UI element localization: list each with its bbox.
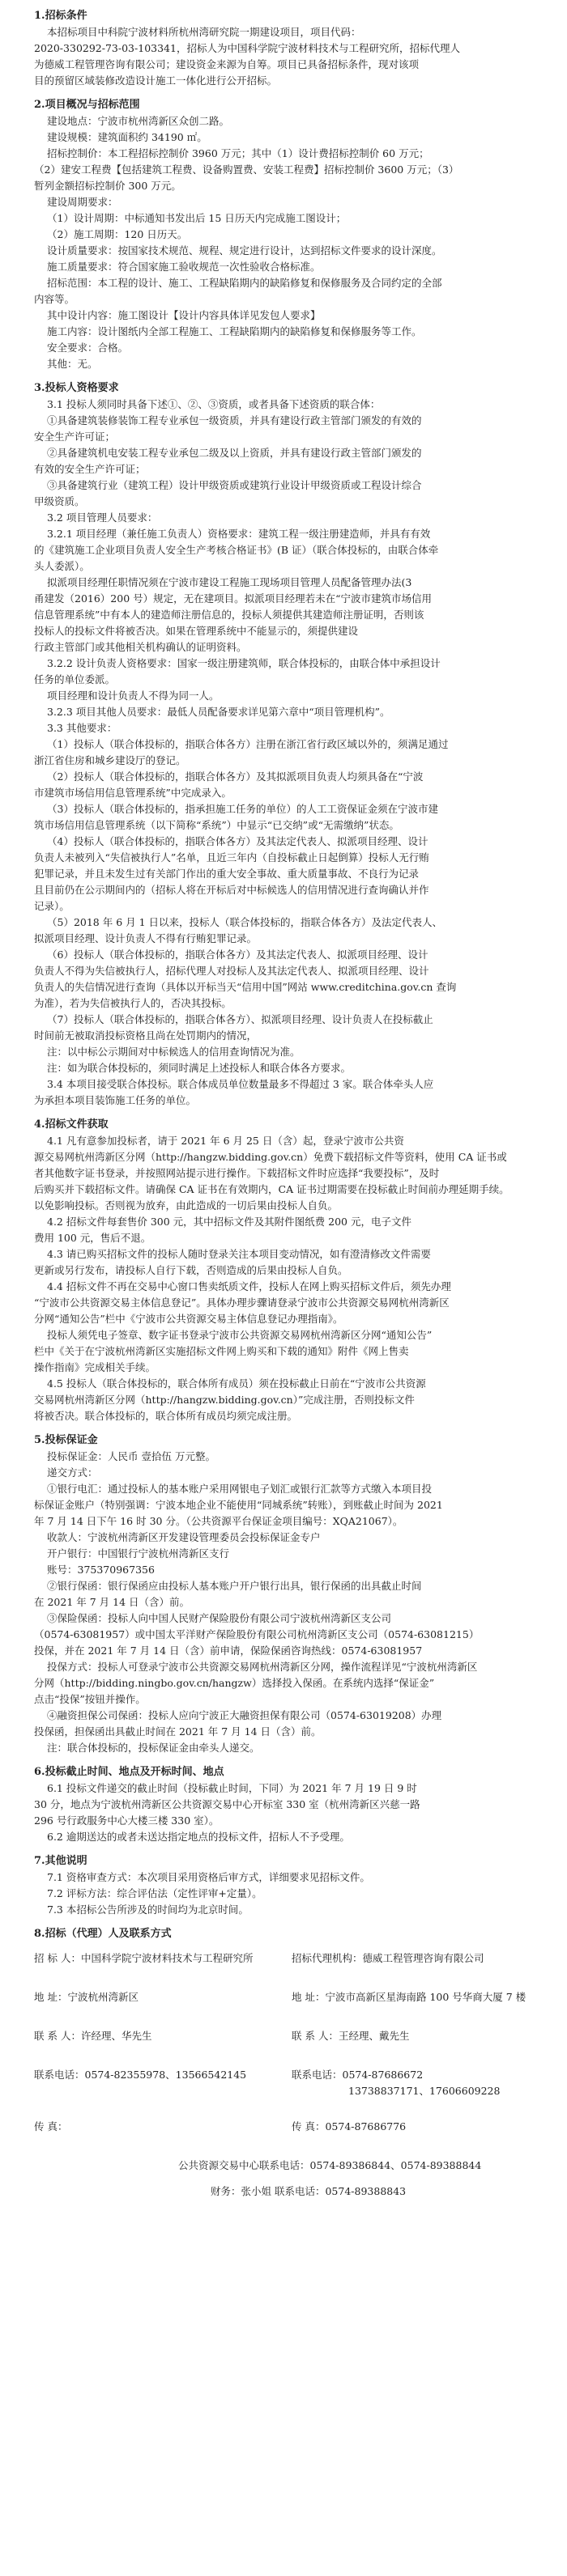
paragraph-line: 3.4 本项目接受联合体投标。联合体成员单位数量最多不得超过 3 家。联合体牵头人应 — [47, 1078, 434, 1090]
paragraph-line: 且目前仍在公示期间内的（招标人将在开标后对中标候选人的信用情况进行查询确认并作 — [34, 884, 429, 896]
paragraph-line: 浙江省住房和城乡建设厅的登记。 — [34, 754, 186, 766]
paragraph-line: 开户银行：中国银行宁波杭州湾新区支行 — [47, 1547, 230, 1560]
paragraph-line: 7.2 评标方法：综合评估法（定性评审+定量）。 — [47, 1887, 262, 1899]
paragraph-line: 投保函，担保函出具截止时间在 2021 年 7 月 14 日（含）前。 — [34, 1725, 322, 1738]
paragraph-line: 2020-330292-73-03-103341，招标人为中国科学院宁波材料技术与工程研究所，招标代理人 — [34, 42, 460, 54]
paragraph-line: 安全生产许可证； — [34, 431, 116, 443]
paragraph-line: ④融资担保公司保函：投标人应向宁波正大融资担保有限公司（0574-63019208）办理 — [47, 1709, 442, 1721]
paragraph-line: 注：如为联合体投标的，须同时满足上述投标人和联合体各方要求。 — [47, 1062, 352, 1074]
paragraph-line: 在 2021 年 7 月 14 日（含）前。 — [34, 1596, 190, 1608]
paragraph-line: 标保证金账户（特别强调：宁波本地企业不能使用“同城系统”转账），到账截止时间为 2021 — [34, 1499, 443, 1511]
paragraph-line: 安全要求：合格。 — [47, 342, 129, 354]
paragraph-line: ①具备建筑装修装饰工程专业承包一级资质，并具有建设行政主管部门颁发的有效的 — [47, 414, 422, 427]
paragraph-line: 其中设计内容：施工图设计【设计内容具体详见发包人要求】 — [47, 309, 321, 321]
paragraph-line: 分网“通知公告”栏中《宁波市公共资源交易主体信息登记办理指南》。 — [34, 1313, 343, 1325]
paragraph-line: 招标范围：本工程的设计、施工、工程缺陷期内的缺陷修复和保修服务及合同约定的全部 — [47, 277, 442, 289]
paragraph-line: 内容等。 — [34, 293, 75, 305]
paragraph-line: 3.3 其他要求： — [47, 722, 117, 734]
paragraph-line: 7.3 本招标公告所涉及的时间均为北京时间。 — [47, 1903, 249, 1916]
paragraph-line: 头人委派）。 — [34, 560, 90, 572]
paragraph-line: 注：联合体投标的，投标保证金由牵头人递交。 — [47, 1742, 260, 1754]
paragraph-line: 为德威工程管理咨询有限公司；建设资金来源为自筹。项目已具备招标条件，现对该项 — [34, 58, 420, 70]
paragraph-line: 更新或另行发布，请投标人自行下载，否则造成的后果由投标人自负。 — [34, 1264, 348, 1276]
paragraph-line: 负责人未被列入“失信被执行人”名单，且近三年内（自投标截止日起倒算）投标人无行贿 — [34, 851, 429, 864]
paragraph-line: 4.5 投标人（联合体投标的，联合体所有成员）须在投标截止日前在“宁波市公共资源 — [47, 1377, 426, 1390]
paragraph-line: （7）投标人（联合体投标的，指联合体各方）、拟派项目经理、设计负责人在投标截止 — [47, 1013, 433, 1025]
paragraph-line: ①银行电汇：通过投标人的基本账户采用网银电子划汇或银行汇款等方式缴入本项目投 — [47, 1483, 433, 1495]
paragraph-line: 建设规模：建筑面积约 34190 ㎡。 — [47, 131, 207, 143]
contact-right-line: 13738837171、17606609228 — [348, 2085, 501, 2097]
paragraph-line: 30 分，地点为宁波杭州湾新区公共资源交易中心开标室 330 室（杭州湾新区兴慈一路 — [34, 1798, 420, 1810]
paragraph-line: 投标保证金：人民币 壹拾伍 万元整。 — [47, 1450, 215, 1462]
paragraph-line: 交易网杭州湾新区分网（http://hangzw.bidding.gov.cn）”完成注册，否则投标文件 — [34, 1394, 415, 1406]
paragraph-line: 3.1 投标人须同时具备下述①、②、③资质，或者具备下述资质的联合体： — [47, 398, 381, 410]
paragraph-line: 负责人的失信情况进行查询（具体以开标当天“信用中国”网站 www.creditchina.gov.cn 查询 — [34, 981, 457, 993]
contact-right-line: 招标代理机构：德威工程管理咨询有限公司 — [292, 1952, 484, 1964]
paragraph-line: 负责人不得为失信被执行人，招标代理人对投标人及其法定代表人、拟派项目经理、设计 — [34, 965, 429, 977]
paragraph-line: 操作指南》完成相关手续。 — [34, 1361, 156, 1373]
paragraph-line: （6）投标人（联合体投标的，指联合体各方）及其法定代表人、拟派项目经理、设计 — [47, 948, 428, 961]
contact-footer-line: 财务：张小姐 联系电话：0574-89388843 — [211, 2185, 407, 2197]
paragraph-line: ③具备建筑行业（建筑工程）设计甲级资质或建筑行业设计甲级资质或工程设计综合 — [47, 479, 422, 491]
section-4-title: 4.招标文件获取 — [34, 1118, 109, 1131]
paragraph-line: （2）建安工程费【包括建筑工程费、设备购置费、安装工程费】招标控制价 3600 万元；（3） — [34, 163, 459, 176]
paragraph-line: 建设周期要求： — [47, 196, 118, 208]
paragraph-line: 犯罪记录，并且未发生过有关部门作出的重大安全事故、重大质量事故、不良行为记录 — [34, 868, 420, 880]
paragraph-line: （3）投标人（联合体投标的，指承担施工任务的单位）的人工工资保证金须在宁波市建 — [47, 803, 438, 815]
section-3-title: 3.投标人资格要求 — [34, 382, 119, 394]
paragraph-line: 投保，并在 2021 年 7 月 14 日（含）前申请，保险保函咨询热线：0574-63081957 — [34, 1644, 423, 1657]
contact-right-line: 联系电话：0574-87686672 — [292, 2069, 424, 2081]
paragraph-line: 筑市场信用信息管理系统（以下简称“系统”）中显示“已交纳”或“无需缴纳”状态。 — [34, 819, 399, 831]
paragraph-line: 建设地点：宁波市杭州湾新区众创二路。 — [47, 115, 230, 127]
paragraph-line: 4.4 招标文件不再在交易中心窗口售卖纸质文件，投标人在网上购买招标文件后，须先办理 — [47, 1280, 451, 1292]
paragraph-line: 行政主管部门或其他相关机构确认的证明资料。 — [34, 641, 247, 653]
paragraph-line: 目的预留区域装修改造设计施工一体化进行公开招标。 — [34, 74, 278, 87]
contact-right-line: 联 系 人：王经理、戴先生 — [292, 2030, 410, 2042]
paragraph-line: 递交方式： — [47, 1466, 98, 1479]
paragraph-line: 施工内容：设计图纸内全部工程施工、工程缺陷期内的缺陷修复和保修服务等工作。 — [47, 325, 422, 337]
contact-left-line: 联 系 人：许经理、华先生 — [34, 2030, 152, 2042]
paragraph-line: 投标人须凭电子签章、数字证书登录宁波市公共资源交易网杭州湾新区分网“通知公告” — [47, 1329, 433, 1341]
contact-left-line: 联系电话：0574-82355978、13566542145 — [34, 2069, 247, 2081]
paragraph-line: （1）投标人（联合体投标的，指联合体各方）注册在浙江省行政区域以外的，须满足通过 — [47, 738, 449, 750]
section-5-title: 5.投标保证金 — [34, 1434, 98, 1446]
paragraph-line: ③保险保函：投标人向中国人民财产保险股份有限公司宁波杭州湾新区支公司 — [47, 1612, 392, 1624]
section-6-title: 6.投标截止时间、地点及开标时间、地点 — [34, 1766, 224, 1778]
section-2-title: 2.项目概况与招标范围 — [34, 99, 140, 111]
paragraph-line: “宁波市公共资源交易主体信息登记”。具体办理步骤请登录宁波市公共资源交易网杭州湾新区 — [34, 1296, 450, 1309]
paragraph-line: 4.2 招标文件每套售价 300 元，其中招标文件及其附件图纸费 200 元，电子文件 — [47, 1216, 411, 1228]
paragraph-line: 源交易网杭州湾新区分网（http://hangzw.bidding.gov.cn）免费下载招标文件等资料，使用 CA 证书或 — [34, 1151, 507, 1163]
paragraph-line: 为承担本项目装饰施工任务的单位。 — [34, 1094, 197, 1106]
paragraph-line: （4）投标人（联合体投标的，指联合体各方）及其法定代表人、拟派项目经理、设计 — [47, 835, 428, 847]
paragraph-line: 招标控制价：本工程招标控制价 3960 万元；其中（1）设计费招标控制价 60 万元； — [47, 147, 429, 159]
paragraph-line: 投保方式：投标人可登录宁波市公共资源交易网杭州湾新区分网，操作流程详见“宁波杭州湾新区 — [47, 1661, 478, 1673]
contact-right-line: 地 址：宁波市高新区星海南路 100 号华商大厦 7 楼 — [292, 1991, 526, 2003]
paragraph-line: 市建筑市场信用信息管理系统”中完成录入。 — [34, 787, 232, 799]
paragraph-line: 3.2 项目管理人员要求： — [47, 511, 158, 524]
paragraph-line: 设计质量要求：按国家技术规范、规程、规定进行设计，达到招标文件要求的设计深度。 — [47, 244, 442, 257]
paragraph-line: ②银行保函：银行保函应由投标人基本账户开户银行出具，银行保函的出具截止时间 — [47, 1580, 422, 1592]
paragraph-line: 费用 100 元，售后不退。 — [34, 1232, 151, 1244]
paragraph-line: 拟派项目经理、设计负责人不得有行贿犯罪记录。 — [34, 932, 258, 944]
paragraph-line: 4.1 凡有意参加投标者，请于 2021 年 6 月 25 日（含）起，登录宁波市公共资 — [47, 1135, 404, 1147]
paragraph-line: 7.1 资格审查方式：本次项目采用资格后审方式，详细要求见招标文件。 — [47, 1871, 370, 1883]
paragraph-line: 甬建发（2016）200 号）规定，无在建项目。拟派项目经理若未在“宁波市建筑市场信用 — [34, 592, 433, 605]
paragraph-line: 时间前无被取消投标资格且尚在处罚期内的情况， — [34, 1029, 258, 1042]
paragraph-line: 点击“投保”按钮并操作。 — [34, 1693, 146, 1705]
paragraph-line: 3.2.2 设计负责人资格要求：国家一级注册建筑师，联合体投标的，由联合体中承担设计 — [47, 657, 441, 669]
section-8-title: 8.招标（代理）人及联系方式 — [34, 1928, 172, 1940]
paragraph-line: 后购买并下载招标文件。请确保 CA 证书在有效期内，CA 证书过期需要在投标截止时间前办理延期手续。 — [34, 1183, 509, 1195]
paragraph-line: 施工质量要求：符合国家施工验收规范一次性验收合格标准。 — [47, 261, 321, 273]
section-7-title: 7.其他说明 — [34, 1855, 87, 1867]
paragraph-line: 296 号行政服务中心大楼三楼 330 室）。 — [34, 1814, 220, 1827]
paragraph-line: 信息管理系统”中有本人的建造师注册信息的，投标人须提供其建造师注册证明，否则该 — [34, 609, 424, 621]
paragraph-line: 3.2.1 项目经理（兼任施工负责人）资格要求：建筑工程一级注册建造师，并具有有效 — [47, 528, 431, 540]
contact-footer-line: 公共资源交易中心联系电话：0574-89386844、0574-89388844 — [178, 2159, 482, 2171]
paragraph-line: （0574-63081957）或中国太平洋财产保险股份有限公司杭州湾新区支公司（0574-63081215） — [34, 1628, 480, 1640]
paragraph-line: 任务的单位委派。 — [34, 673, 116, 685]
paragraph-line: （2）投标人（联合体投标的，指联合体各方）及其拟派项目负责人均须具备在“宁波 — [47, 770, 424, 783]
paragraph-line: （2）施工周期：120 日历天。 — [47, 228, 188, 240]
paragraph-line: 有效的安全生产许可证； — [34, 463, 146, 475]
section-1-title: 1.招标条件 — [34, 10, 87, 22]
paragraph-line: 注：以中标公示期间对中标候选人的信用查询情况为准。 — [47, 1046, 301, 1058]
paragraph-line: 投标人的投标文件将被否决。如果在管理系统中不能显示的，须提供建设 — [34, 625, 359, 637]
paragraph-line: 账号：375370967356 — [47, 1564, 155, 1576]
paragraph-line: 拟派项目经理任职情况须在宁波市建设工程施工现场项目管理人员配备管理办法(3 — [47, 576, 412, 588]
contact-right-line: 传 真：0574-87686776 — [292, 2120, 407, 2133]
paragraph-line: 以免影响投标。否则视为放弃，由此造成的一切后果由投标人自负。 — [34, 1199, 339, 1212]
paragraph-line: 暂列金额招标控制价 300 万元。 — [34, 180, 181, 192]
paragraph-line: 本招标项目中科院宁波材料所杭州湾研究院一期建设项目，项目代码： — [47, 26, 361, 38]
paragraph-line: 将被否决。联合体投标的，联合体所有成员均须完成注册。 — [34, 1410, 298, 1422]
paragraph-line: 记录）。 — [34, 900, 70, 912]
paragraph-line: 收款人：宁波杭州湾新区开发建设管理委员会投标保证金专户 — [47, 1531, 321, 1543]
paragraph-line: （1）设计周期：中标通知书发出后 15 日历天内完成施工图设计； — [47, 212, 347, 224]
paragraph-line: 甲级资质。 — [34, 495, 85, 507]
paragraph-line: （5）2018 年 6 月 1 日以来，投标人（联合体投标的，指联合体各方）及法定代表人、 — [47, 916, 443, 928]
paragraph-line: 栏中《关于在宁波杭州湾新区实施招标文件网上购买和下载的通知》附件《网上售卖 — [34, 1345, 409, 1357]
contact-left-line: 招 标 人：中国科学院宁波材料技术与工程研究所 — [34, 1952, 254, 1964]
paragraph-line: 6.2 逾期送达的或者未送达指定地点的投标文件，招标人不予受理。 — [47, 1831, 350, 1843]
contact-left-line: 地 址：宁波杭州湾新区 — [34, 1991, 139, 2003]
paragraph-line: 6.1 投标文件递交的截止时间（投标截止时间，下同）为 2021 年 7 月 19 日 9 时 — [47, 1782, 417, 1794]
paragraph-line: 其他：无。 — [47, 358, 98, 370]
paragraph-line: 4.3 请已购买招标文件的投标人随时登录关注本项目变动情况，如有澄清修改文件需要 — [47, 1248, 431, 1260]
paragraph-line: ②具备建筑机电安装工程专业承包二级及以上资质，并具有建设行政主管部门颁发的 — [47, 447, 422, 459]
contact-left-line: 传 真： — [34, 2120, 68, 2133]
paragraph-line: 的《建筑施工企业项目负责人安全生产考核合格证书》(B 证）（联合体投标的，由联合体牵 — [34, 544, 439, 556]
paragraph-line: 为准），若为失信被执行人的，否决其投标。 — [34, 997, 232, 1009]
paragraph-line: 项目经理和设计负责人不得为同一人。 — [47, 690, 220, 702]
paragraph-line: 分网（http://bidding.ningbo.gov.cn/hangzw）选择投入保函。在系统内选择“保证金” — [34, 1677, 435, 1689]
paragraph-line: 年 7 月 14 日下午 16 时 30 分。（公共资源平台保证金项目编号：XQA21067）。 — [34, 1515, 403, 1527]
paragraph-line: 者其他数字证书登录，并按照网站提示进行操作。下载招标文件时应选择“我要投标”，及时 — [34, 1167, 440, 1179]
paragraph-line: 3.2.3 项目其他人员要求：最低人员配备要求详见第六章中“项目管理机构”。 — [47, 706, 390, 718]
